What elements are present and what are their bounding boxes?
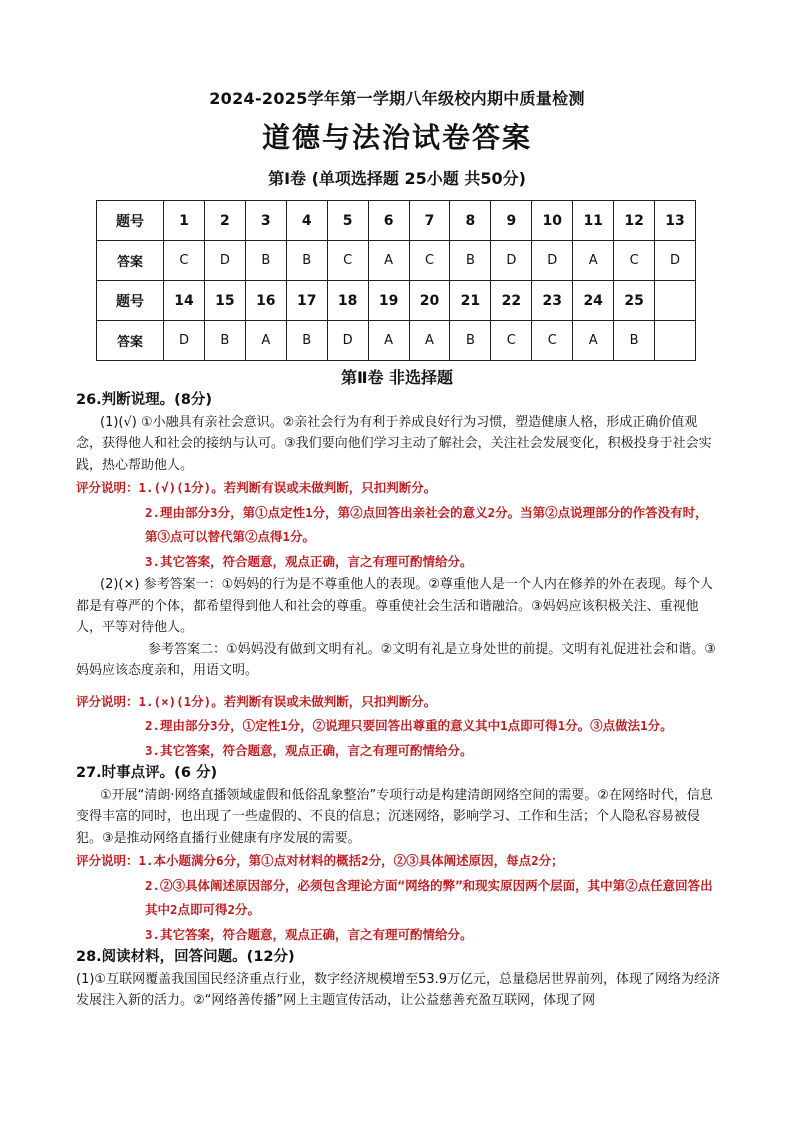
answer-table-row — [97, 281, 696, 321]
answer-cell: D — [204, 241, 245, 281]
q27-scoring-2: 2.②③具体阐述原因部分，必须包含理论方面“网络的弊”和现实原因两个层面，其中第②点任意回答出其中2点即可得2分。 — [145, 877, 713, 917]
answer-cell: A — [573, 241, 614, 281]
answer-cell: B — [245, 241, 286, 281]
question-number-cell: 23 — [532, 281, 573, 321]
exam-title: 道德与法治试卷答案 — [261, 121, 532, 154]
answer-table — [96, 200, 696, 361]
question-number-cell: 13 — [655, 201, 696, 241]
q26-scoring-4: 评分说明：1.(×)(1分)。若判断有误或未做判断，只扣判断分。 — [76, 693, 437, 709]
q26-heading: 26.判断说理。(8分) — [76, 392, 213, 408]
answer-cell: D — [164, 321, 205, 361]
answer-cell: A — [409, 321, 450, 361]
q26-scoring-1: 评分说明：1.(√)(1分)。若判断有误或未做判断，只扣判断分。 — [76, 480, 437, 495]
question-number-cell: 3 — [245, 201, 286, 241]
question-number-cell: 16 — [245, 281, 286, 321]
question-number-cell: 15 — [204, 281, 245, 321]
answer-cell: D — [655, 241, 696, 281]
row-label: 题号 — [97, 281, 164, 321]
question-number-cell: 18 — [327, 281, 368, 321]
row-label: 答案 — [97, 241, 164, 281]
answer-cell: A — [368, 241, 409, 281]
question-number-cell: 20 — [409, 281, 450, 321]
question-number-cell — [655, 281, 696, 321]
answer-cell: B — [450, 321, 491, 361]
q26-part1: (1)(√) ①小融具有亲社会意识。②亲社会行为有利于养成良好行为习惯，塑造健康人格，形成正确价值观念，获得他人和社会的接纳与认可。③我们要向他们学习主动了解社会，关注社会发展变化，积极投身于社会实践，热心帮助他人。 — [76, 414, 712, 473]
answer-table-row — [97, 321, 696, 361]
answer-cell: A — [245, 321, 286, 361]
answer-cell: C — [327, 241, 368, 281]
answer-content — [76, 390, 720, 1012]
q28-part1: (1)①互联网覆盖我国国民经济重点行业，数字经济规模增至53.9万亿元，总量稳居世界前列，体现了网络为经济发展注入新的活力。②“网络善传播”网上主题宣传活动，让公益慈善充盈互联网，体现了网 — [76, 971, 721, 1008]
q26-part2-alt: 参考答案二：①妈妈没有做到文明有礼。②文明有礼是立身处世的前提。文明有礼促进社会和谐。③妈妈应该态度亲和，用语文明。 — [76, 641, 716, 678]
question-number-cell: 1 — [164, 201, 205, 241]
answer-cell: B — [286, 241, 327, 281]
answer-cell: B — [450, 241, 491, 281]
question-number-cell: 7 — [409, 201, 450, 241]
q26-part2: (2)(×) 参考答案一：①妈妈的行为是不尊重他人的表现。②尊重他人是一个人内在修养的外在表现。每个人都是有尊严的个体，都希望得到他人和社会的尊重。尊重使社会生活和谐融洽。③妈妈应该积极关注、重视他人，平等对待他人。 — [76, 577, 713, 635]
question-number-cell: 24 — [573, 281, 614, 321]
q26-scoring-6: 3.其它答案，符合题意，观点正确，言之有理可酌情给分。 — [145, 742, 473, 758]
answer-cell: D — [491, 241, 532, 281]
question-number-cell: 21 — [450, 281, 491, 321]
row-label: 题号 — [97, 201, 164, 241]
answer-cell: D — [327, 321, 368, 361]
question-number-cell: 6 — [368, 201, 409, 241]
exam-subtitle: 2024-2025学年第一学期八年级校内期中质量检测 — [209, 89, 585, 108]
answer-cell: C — [532, 321, 573, 361]
answer-cell: C — [164, 241, 205, 281]
question-number-cell: 2 — [204, 201, 245, 241]
answer-table-row — [97, 241, 696, 281]
question-number-cell: 5 — [327, 201, 368, 241]
q26-scoring-5: 2.理由部分3分，①定性1分，②说理只要回答出尊重的意义其中1点即可得1分。③点做法1分。 — [145, 718, 673, 733]
question-number-cell: 8 — [450, 201, 491, 241]
q27-heading: 27.时事点评。(6 分) — [76, 765, 218, 781]
row-label: 答案 — [97, 321, 164, 361]
answer-cell: A — [368, 321, 409, 361]
answer-cell: B — [204, 321, 245, 361]
question-number-cell: 22 — [491, 281, 532, 321]
section-2-heading: 第Ⅱ卷 非选择题 — [340, 368, 454, 387]
question-number-cell: 11 — [573, 201, 614, 241]
answer-cell: D — [532, 241, 573, 281]
answer-table-row — [97, 201, 696, 241]
q27-answer: ①开展“清朗·网络直播领域虚假和低俗乱象整治”专项行动是构建清朗网络空间的需要。②在网络时代，信息变得丰富的同时，也出现了一些虚假的、不良的信息；沉迷网络，影响学习、工作和生活；个人隐私容易被侵犯。③是推动网络直播行业健康有序发展的需要。 — [76, 787, 713, 846]
question-number-cell: 19 — [368, 281, 409, 321]
q27-scoring-3: 3.其它答案，符合题意，观点正确，言之有理可酌情给分。 — [145, 926, 473, 942]
question-number-cell: 10 — [532, 201, 573, 241]
answer-cell — [655, 321, 696, 361]
answer-cell: B — [286, 321, 327, 361]
question-number-cell: 25 — [614, 281, 655, 321]
q27-scoring-1: 评分说明：1.本小题满分6分，第①点对材料的概括2分，②③具体阐述原因，每点2分； — [76, 853, 564, 868]
answer-cell: C — [409, 241, 450, 281]
q26-scoring-3: 3.其它答案，符合题意，观点正确，言之有理可酌情给分。 — [145, 553, 473, 569]
answer-cell: C — [614, 241, 655, 281]
section-1-heading: 第Ⅰ卷 (单项选择题 25小题 共50分) — [268, 169, 526, 188]
question-number-cell: 17 — [286, 281, 327, 321]
question-number-cell: 4 — [286, 201, 327, 241]
question-number-cell: 14 — [164, 281, 205, 321]
answer-cell: A — [573, 321, 614, 361]
question-number-cell: 12 — [614, 201, 655, 241]
q28-heading: 28.阅读材料，回答问题。(12分) — [76, 949, 295, 965]
q26-scoring-2: 2.理由部分3分，第①点定性1分，第②点回答出亲社会的意义2分。当第②点说理部分的作答没有时，第③点可以替代第②点得1分。 — [145, 504, 708, 544]
answer-cell: C — [491, 321, 532, 361]
answer-cell: B — [614, 321, 655, 361]
question-number-cell: 9 — [491, 201, 532, 241]
